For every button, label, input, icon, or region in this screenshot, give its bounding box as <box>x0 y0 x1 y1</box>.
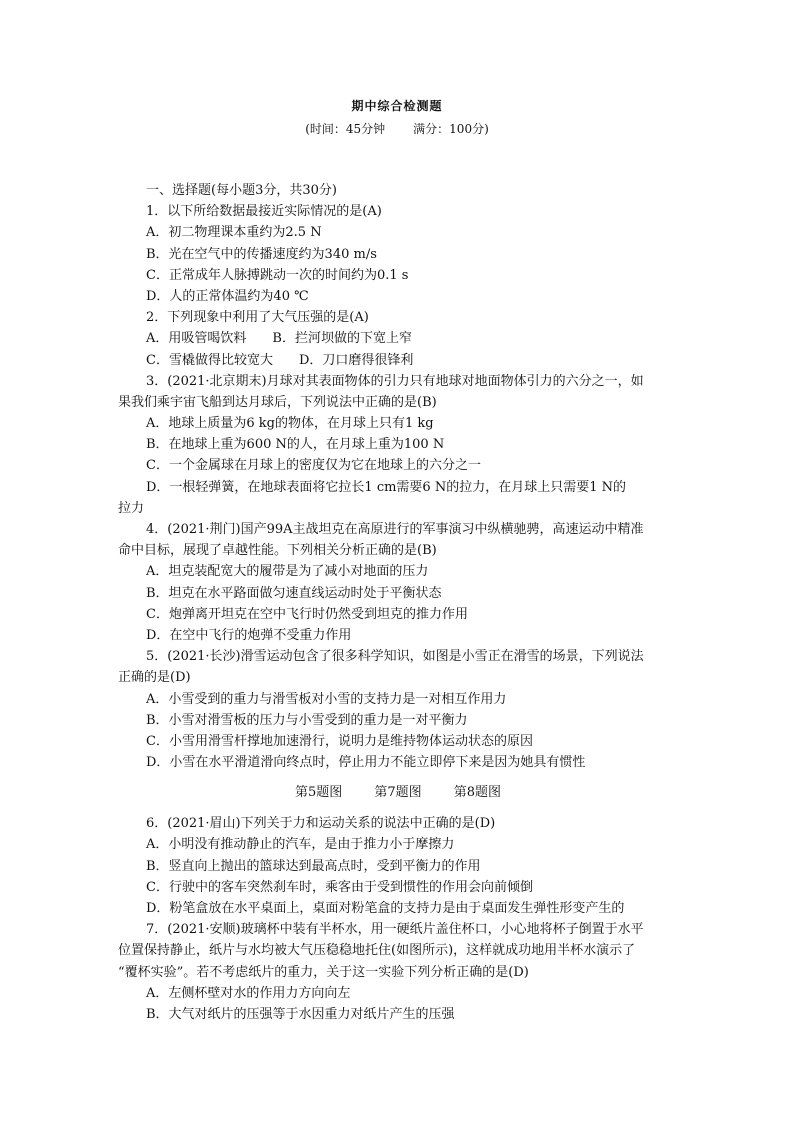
text-line: A．初二物理课本重约为2.5 N <box>146 225 322 241</box>
text-line: 正确的是(D) <box>118 670 191 686</box>
text-line: A．坦克装配宽大的履带是为了减小对地面的压力 <box>146 564 429 580</box>
text-line: B．坦克在水平路面做匀速直线运动时处于平衡状态 <box>146 585 442 601</box>
text-line: C．小雪用滑雪杆撑地加速滑行，说明力是维持物体运动状态的原因 <box>146 733 533 749</box>
text-line: 果我们乘宇宙飞船到达月球后，下列说法中正确的是(B) <box>118 394 437 410</box>
text-line: A．小明没有推动静止的汽车，是由于推力小于摩擦力 <box>146 837 455 853</box>
text-line: C．雪橇做得比较宽大 D．刀口磨得很锋利 <box>146 352 414 368</box>
questions-block-2 <box>118 813 678 1025</box>
text-line: B．小雪对滑雪板的压力与小雪受到的重力是一对平衡力 <box>146 712 468 728</box>
exam-time: (时间：45分钟 <box>305 122 386 136</box>
text-line: 3．(2021·北京期末)月球对其表面物体的引力只有地球对地面物体引力的六分之一，如 <box>146 373 644 389</box>
figure-caption: 第5题图 <box>294 785 343 801</box>
text-line: 4．(2021·荆门)国产99A主战坦克在高原进行的军事演习中纵横驰骋，高速运动中精准 <box>146 522 644 537</box>
text-line: D．人的正常体温约为40 ℃ <box>146 288 309 304</box>
exam-score: 满分：100分) <box>413 122 489 136</box>
text-line: 位置保持静止，纸片与水均被大气压稳稳地托住(如图所示)，这样就成功地用半杯水演示了 <box>118 943 636 959</box>
text-line: C．炮弹离开坦克在空中飞行时仍然受到坦克的推力作用 <box>146 606 468 622</box>
text-line: 1．以下所给数据最接近实际情况的是(A) <box>146 204 382 220</box>
text-line: D．一根轻弹簧，在地球表面将它拉长1 cm需要6 N的拉力，在月球上只需要1 N的 <box>146 479 626 495</box>
text-line: A．小雪受到的重力与滑雪板对小雪的支持力是一对相互作用力 <box>146 691 507 707</box>
text-line: D．小雪在水平滑道滑向终点时，停止用力不能立即停下来是因为她具有惯性 <box>146 755 586 771</box>
text-line: 6．(2021·眉山)下列关于力和运动关系的说法中正确的是(D) <box>146 816 496 832</box>
questions-block-1 <box>118 180 678 773</box>
text-line: 命中目标，展现了卓越性能。下列相关分析正确的是(B) <box>118 543 437 559</box>
text-line: A．地球上质量为6 kg的物体，在月球上只有1 kg <box>146 416 434 432</box>
text-line: B．大气对纸片的压强等于水因重力对纸片产生的压强 <box>146 1006 455 1022</box>
text-line: B．在地球上重为600 N的人，在月球上重为100 N <box>146 437 445 453</box>
page-title: 期中综合检测题 <box>351 99 443 113</box>
text-line: “覆杯实验”。若不考虑纸片的重力，关于这一实验下列分析正确的是(D) <box>118 964 529 980</box>
text-line: 5．(2021·长沙)滑雪运动包含了很多科学知识，如图是小雪正在滑雪的场景，下列说法 <box>146 649 644 665</box>
text-line: 一、选择题(每小题3分，共30分) <box>146 183 337 198</box>
text-line: C．一个金属球在月球上的密度仅为它在地球上的六分之一 <box>146 458 481 474</box>
figure-caption: 第8题图 <box>453 785 502 801</box>
text-line: D．粉笔盒放在水平桌面上，桌面对粉笔盒的支持力是由于桌面发生弹性形变产生的 <box>146 901 625 916</box>
text-line: B．竖直向上抛出的篮球达到最高点时，受到平衡力的作用 <box>146 858 481 874</box>
text-line: 7．(2021·安顺)玻璃杯中装有半杯水，用一硬纸片盖住杯口，小心地将杯子倒置于水平 <box>146 922 644 938</box>
text-line: B．光在空气中的传播速度约为340 m/s <box>146 246 377 262</box>
text-line: 2．下列现象中利用了大气压强的是(A) <box>146 310 369 326</box>
question-body <box>118 180 678 1025</box>
text-line: D．在空中飞行的炮弹不受重力作用 <box>146 627 352 643</box>
text-line: A．用吸管喝饮料 B．拦河坝做的下宽上窄 <box>146 331 412 347</box>
text-line: C．行驶中的客车突然刹车时，乘客由于受到惯性的作用会向前倾倒 <box>146 879 533 895</box>
figure-captions <box>118 773 678 813</box>
text-line: C．正常成年人脉搏跳动一次的时间约为0.1 s <box>146 267 409 283</box>
text-line: 拉力 <box>118 500 145 516</box>
text-line: A．左侧杯壁对水的作用力方向向左 <box>146 985 351 1001</box>
exam-info <box>0 120 794 137</box>
figure-caption: 第7题图 <box>374 785 422 801</box>
